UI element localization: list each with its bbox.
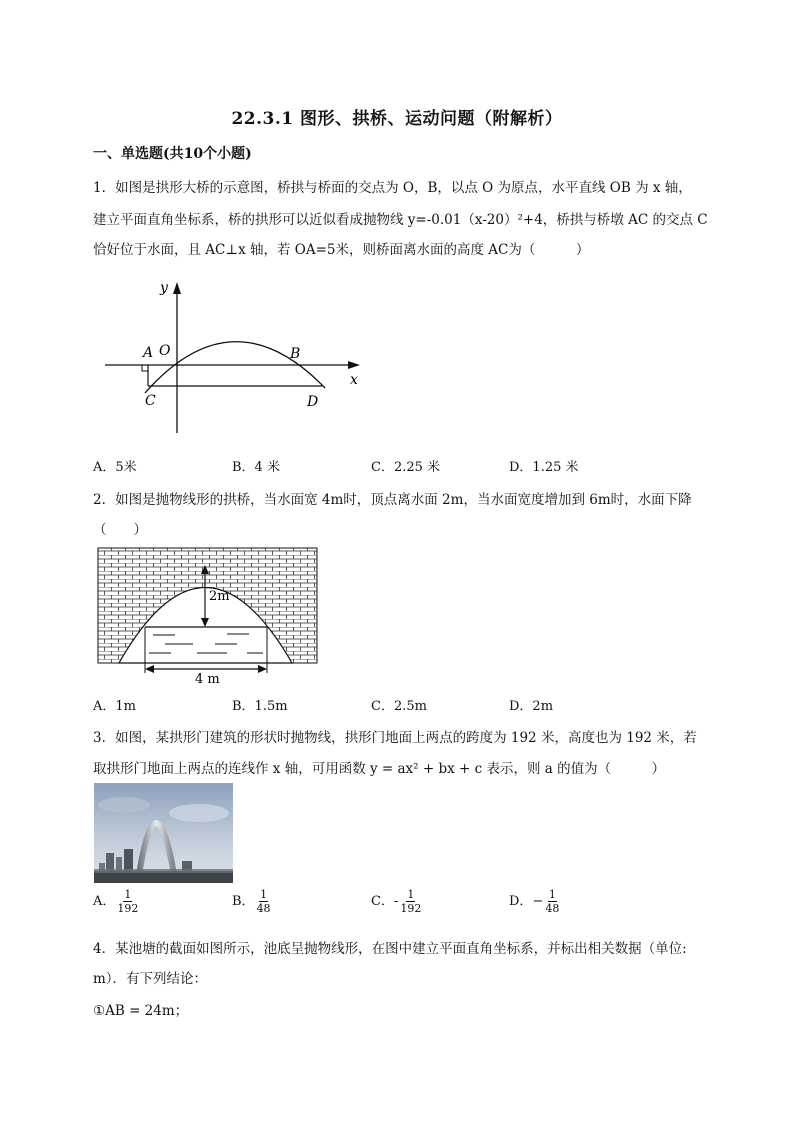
cloud — [169, 804, 229, 822]
height-label: 2m — [209, 589, 230, 604]
fraction — [257, 888, 271, 915]
q2-option-d[interactable]: D．2m — [509, 699, 554, 714]
label-o: O — [159, 343, 171, 359]
q1-text-line1: 1．如图是拱形大桥的示意图，桥拱与桥面的交点为 O，B，以点 O 为原点，水平直线 OB 为 x 轴， — [93, 180, 692, 196]
denominator: 48 — [256, 902, 271, 915]
q2-arch-figure — [97, 547, 319, 687]
arrow-right-icon — [258, 665, 267, 673]
label-a: A — [143, 345, 154, 361]
q3-option-d[interactable] — [509, 888, 559, 915]
fraction — [117, 888, 138, 915]
numerator: 1 — [548, 888, 556, 901]
numerator: 1 — [407, 888, 415, 901]
q1-bridge-figure — [100, 278, 370, 438]
q3-option-b-prefix: B． — [232, 894, 255, 909]
label-x: x — [350, 372, 358, 388]
q3-option-b[interactable] — [232, 888, 271, 915]
denominator: 48 — [545, 902, 560, 915]
q3-option-a-prefix: A． — [93, 894, 116, 909]
q4-text-line3: ①AB = 24m； — [93, 1003, 189, 1019]
fraction — [400, 888, 421, 915]
q1-option-c[interactable]: C．2.25 米 — [371, 460, 441, 475]
q1-text-line3: 恰好位于水面，且 AC⊥x 轴，若 OA=5米，则桥面离水面的高度 AC为（ ） — [93, 242, 590, 258]
q3-option-c-prefix: C．- — [371, 894, 399, 909]
arrow-left-icon — [145, 665, 154, 673]
q1-text-line2: 建立平面直角坐标系，桥的拱形可以近似看成抛物线 y=-0.01（x-20）²+4，桥拱与桥墩 AC 的交点 C — [93, 212, 708, 228]
q3-option-d-prefix: D．− — [509, 894, 544, 909]
x-axis-arrow-icon — [348, 361, 360, 369]
q2-option-c[interactable]: C．2.5m — [371, 699, 427, 714]
q3-arch-photo — [94, 783, 233, 883]
q1-option-a[interactable]: A．5米 — [93, 460, 137, 475]
section-heading: 一、单选题(共10个小题) — [93, 146, 252, 162]
q1-option-b[interactable]: B．4 米 — [232, 460, 280, 475]
right-angle-mark — [142, 365, 148, 371]
fraction — [545, 888, 559, 915]
q3-text-line1: 3．如图，某拱形门建筑的形状时抛物线，拱形门地面上两点的跨度为 192 米，高度也为 192 米，若 — [93, 730, 697, 746]
q4-text-line1: 4．某池塘的截面如图所示，池底呈抛物线形，在图中建立平面直角坐标系，并标出相关数据（单位: — [93, 941, 687, 957]
numerator: 1 — [260, 888, 268, 901]
y-axis-arrow-icon — [173, 282, 181, 294]
label-b: B — [290, 346, 301, 362]
denominator: 192 — [117, 902, 139, 915]
q4-text-line2: m）．有下列结论： — [93, 971, 208, 987]
q2-option-b[interactable]: B．1.5m — [232, 699, 288, 714]
q2-text-line2: （ ） — [93, 522, 147, 538]
riverbank — [94, 869, 233, 873]
denominator: 192 — [400, 902, 422, 915]
label-c: C — [145, 393, 156, 409]
label-d: D — [307, 394, 319, 410]
page-title: 22.3.1 图形、拱桥、运动问题（附解析） — [231, 109, 563, 129]
q3-text-line2: 取拱形门地面上两点的连线作 x 轴，可用函数 y = ax² + bx + c 表示，则 a 的值为（ ） — [93, 761, 666, 777]
cloud — [98, 797, 150, 813]
label-y: y — [160, 280, 168, 296]
numerator: 1 — [124, 888, 132, 901]
q3-option-c[interactable] — [371, 888, 421, 915]
q1-option-d[interactable]: D．1.25 米 — [509, 460, 579, 475]
width-label: 4 m — [195, 672, 220, 687]
q2-option-a[interactable]: A．1m — [93, 699, 136, 714]
q3-option-a[interactable] — [93, 888, 138, 915]
q2-text-line1: 2．如图是抛物线形的拱桥，当水面宽 4m时，顶点离水面 2m，当水面宽度增加到 6m时，水面下降 — [93, 492, 692, 508]
